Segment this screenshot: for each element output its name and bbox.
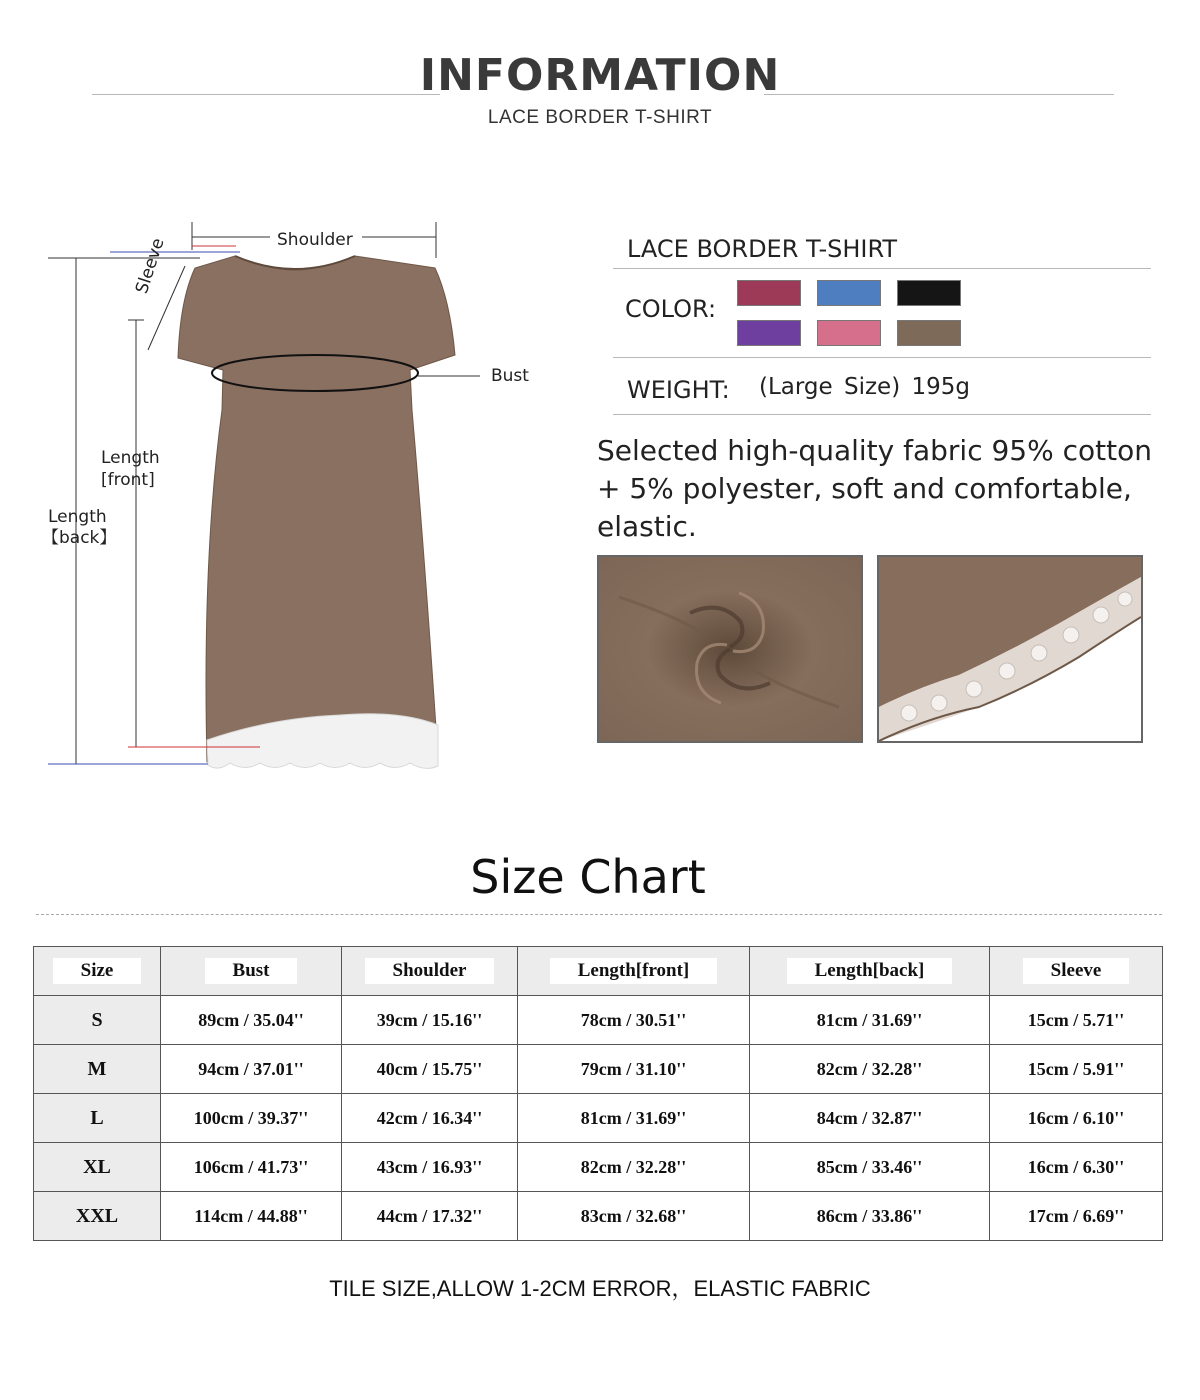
footer-note: TILE SIZE,ALLOW 1-2CM ERROR，ELASTIC FABRIC — [329, 1276, 871, 1301]
info-divider — [613, 414, 1151, 415]
shoulder-label: Shoulder — [277, 230, 353, 250]
table-row — [34, 1192, 1163, 1241]
shoulder-cell: 42cm / 16.34'' — [342, 1094, 518, 1143]
column-header-bust: Bust — [161, 947, 342, 996]
bust-cell: 106cm / 41.73'' — [161, 1143, 342, 1192]
color-swatch-blue[interactable] — [817, 280, 881, 306]
color-swatch-black[interactable] — [897, 280, 961, 306]
shoulder-cell: 44cm / 17.32'' — [342, 1192, 518, 1241]
table-row — [34, 1045, 1163, 1094]
length-front-cell: 82cm / 32.28'' — [518, 1143, 750, 1192]
length-front-label: Length — [101, 448, 160, 468]
color-swatch-berry[interactable] — [737, 280, 801, 306]
page-title: INFORMATION — [419, 50, 781, 101]
lace-detail-photo — [877, 555, 1143, 743]
column-header-shoulder: Shoulder — [342, 947, 518, 996]
bust-cell: 100cm / 39.37'' — [161, 1094, 342, 1143]
table-row — [34, 996, 1163, 1045]
size-table — [33, 946, 1163, 1241]
size-cell: XXL — [34, 1192, 161, 1241]
bust-cell: 114cm / 44.88'' — [161, 1192, 342, 1241]
column-header-size: Size — [34, 947, 161, 996]
color-swatch-purple[interactable] — [737, 320, 801, 346]
table-row — [34, 1094, 1163, 1143]
info-divider — [613, 357, 1151, 358]
length-back-cell: 86cm / 33.86'' — [750, 1192, 990, 1241]
fabric-twist-photo — [597, 555, 863, 743]
weight-label: WEIGHT: — [627, 376, 730, 404]
length-front-cell: 83cm / 32.68'' — [518, 1192, 750, 1241]
size-cell: S — [34, 996, 161, 1045]
product-name: LACE BORDER T-SHIRT — [627, 235, 898, 263]
shoulder-cell: 39cm / 15.16'' — [342, 996, 518, 1045]
length-back-cell: 84cm / 32.87'' — [750, 1094, 990, 1143]
bust-cell: 94cm / 37.01'' — [161, 1045, 342, 1094]
sleeve-cell: 16cm / 6.10'' — [990, 1094, 1163, 1143]
column-header-length-front: Length[front] — [518, 947, 750, 996]
size-chart-divider — [36, 914, 1162, 915]
weight-value: (Large Size) 195g — [759, 374, 970, 400]
fabric-description: Selected high-quality fabric 95% cotton + 5% polyester, soft and comfortable, elastic. — [597, 434, 1152, 543]
table-header-row — [34, 947, 1163, 996]
sleeve-cell: 17cm / 6.69'' — [990, 1192, 1163, 1241]
column-header-sleeve: Sleeve — [990, 947, 1163, 996]
color-swatch-pink[interactable] — [817, 320, 881, 346]
length-back-cell: 82cm / 32.28'' — [750, 1045, 990, 1094]
tshirt-shape — [178, 256, 455, 762]
length-front-sub-label: [front] — [101, 470, 155, 490]
column-header-length-back: Length[back] — [750, 947, 990, 996]
info-divider — [613, 268, 1151, 269]
size-cell: L — [34, 1094, 161, 1143]
tshirt-illustration — [40, 210, 560, 780]
size-chart-title: Size Chart — [470, 850, 706, 904]
color-swatch-khaki[interactable] — [897, 320, 961, 346]
table-row — [34, 1143, 1163, 1192]
measurement-diagram — [40, 210, 560, 780]
size-cell: XL — [34, 1143, 161, 1192]
length-front-cell: 81cm / 31.69'' — [518, 1094, 750, 1143]
shoulder-cell: 43cm / 16.93'' — [342, 1143, 518, 1192]
length-back-cell: 81cm / 31.69'' — [750, 996, 990, 1045]
bust-cell: 89cm / 35.04'' — [161, 996, 342, 1045]
length-back-sub-label: 【back】 — [42, 528, 117, 548]
length-front-cell: 79cm / 31.10'' — [518, 1045, 750, 1094]
length-front-cell: 78cm / 30.51'' — [518, 996, 750, 1045]
bust-label: Bust — [491, 366, 529, 386]
size-cell: M — [34, 1045, 161, 1094]
page-subtitle: LACE BORDER T-SHIRT — [487, 107, 713, 128]
sleeve-cell: 16cm / 6.30'' — [990, 1143, 1163, 1192]
sleeve-label: Sleeve — [132, 235, 169, 297]
sleeve-cell: 15cm / 5.91'' — [990, 1045, 1163, 1094]
shoulder-cell: 40cm / 15.75'' — [342, 1045, 518, 1094]
color-label: COLOR: — [625, 295, 717, 323]
length-back-label: Length — [48, 507, 107, 527]
length-back-cell: 85cm / 33.46'' — [750, 1143, 990, 1192]
sleeve-cell: 15cm / 5.71'' — [990, 996, 1163, 1045]
